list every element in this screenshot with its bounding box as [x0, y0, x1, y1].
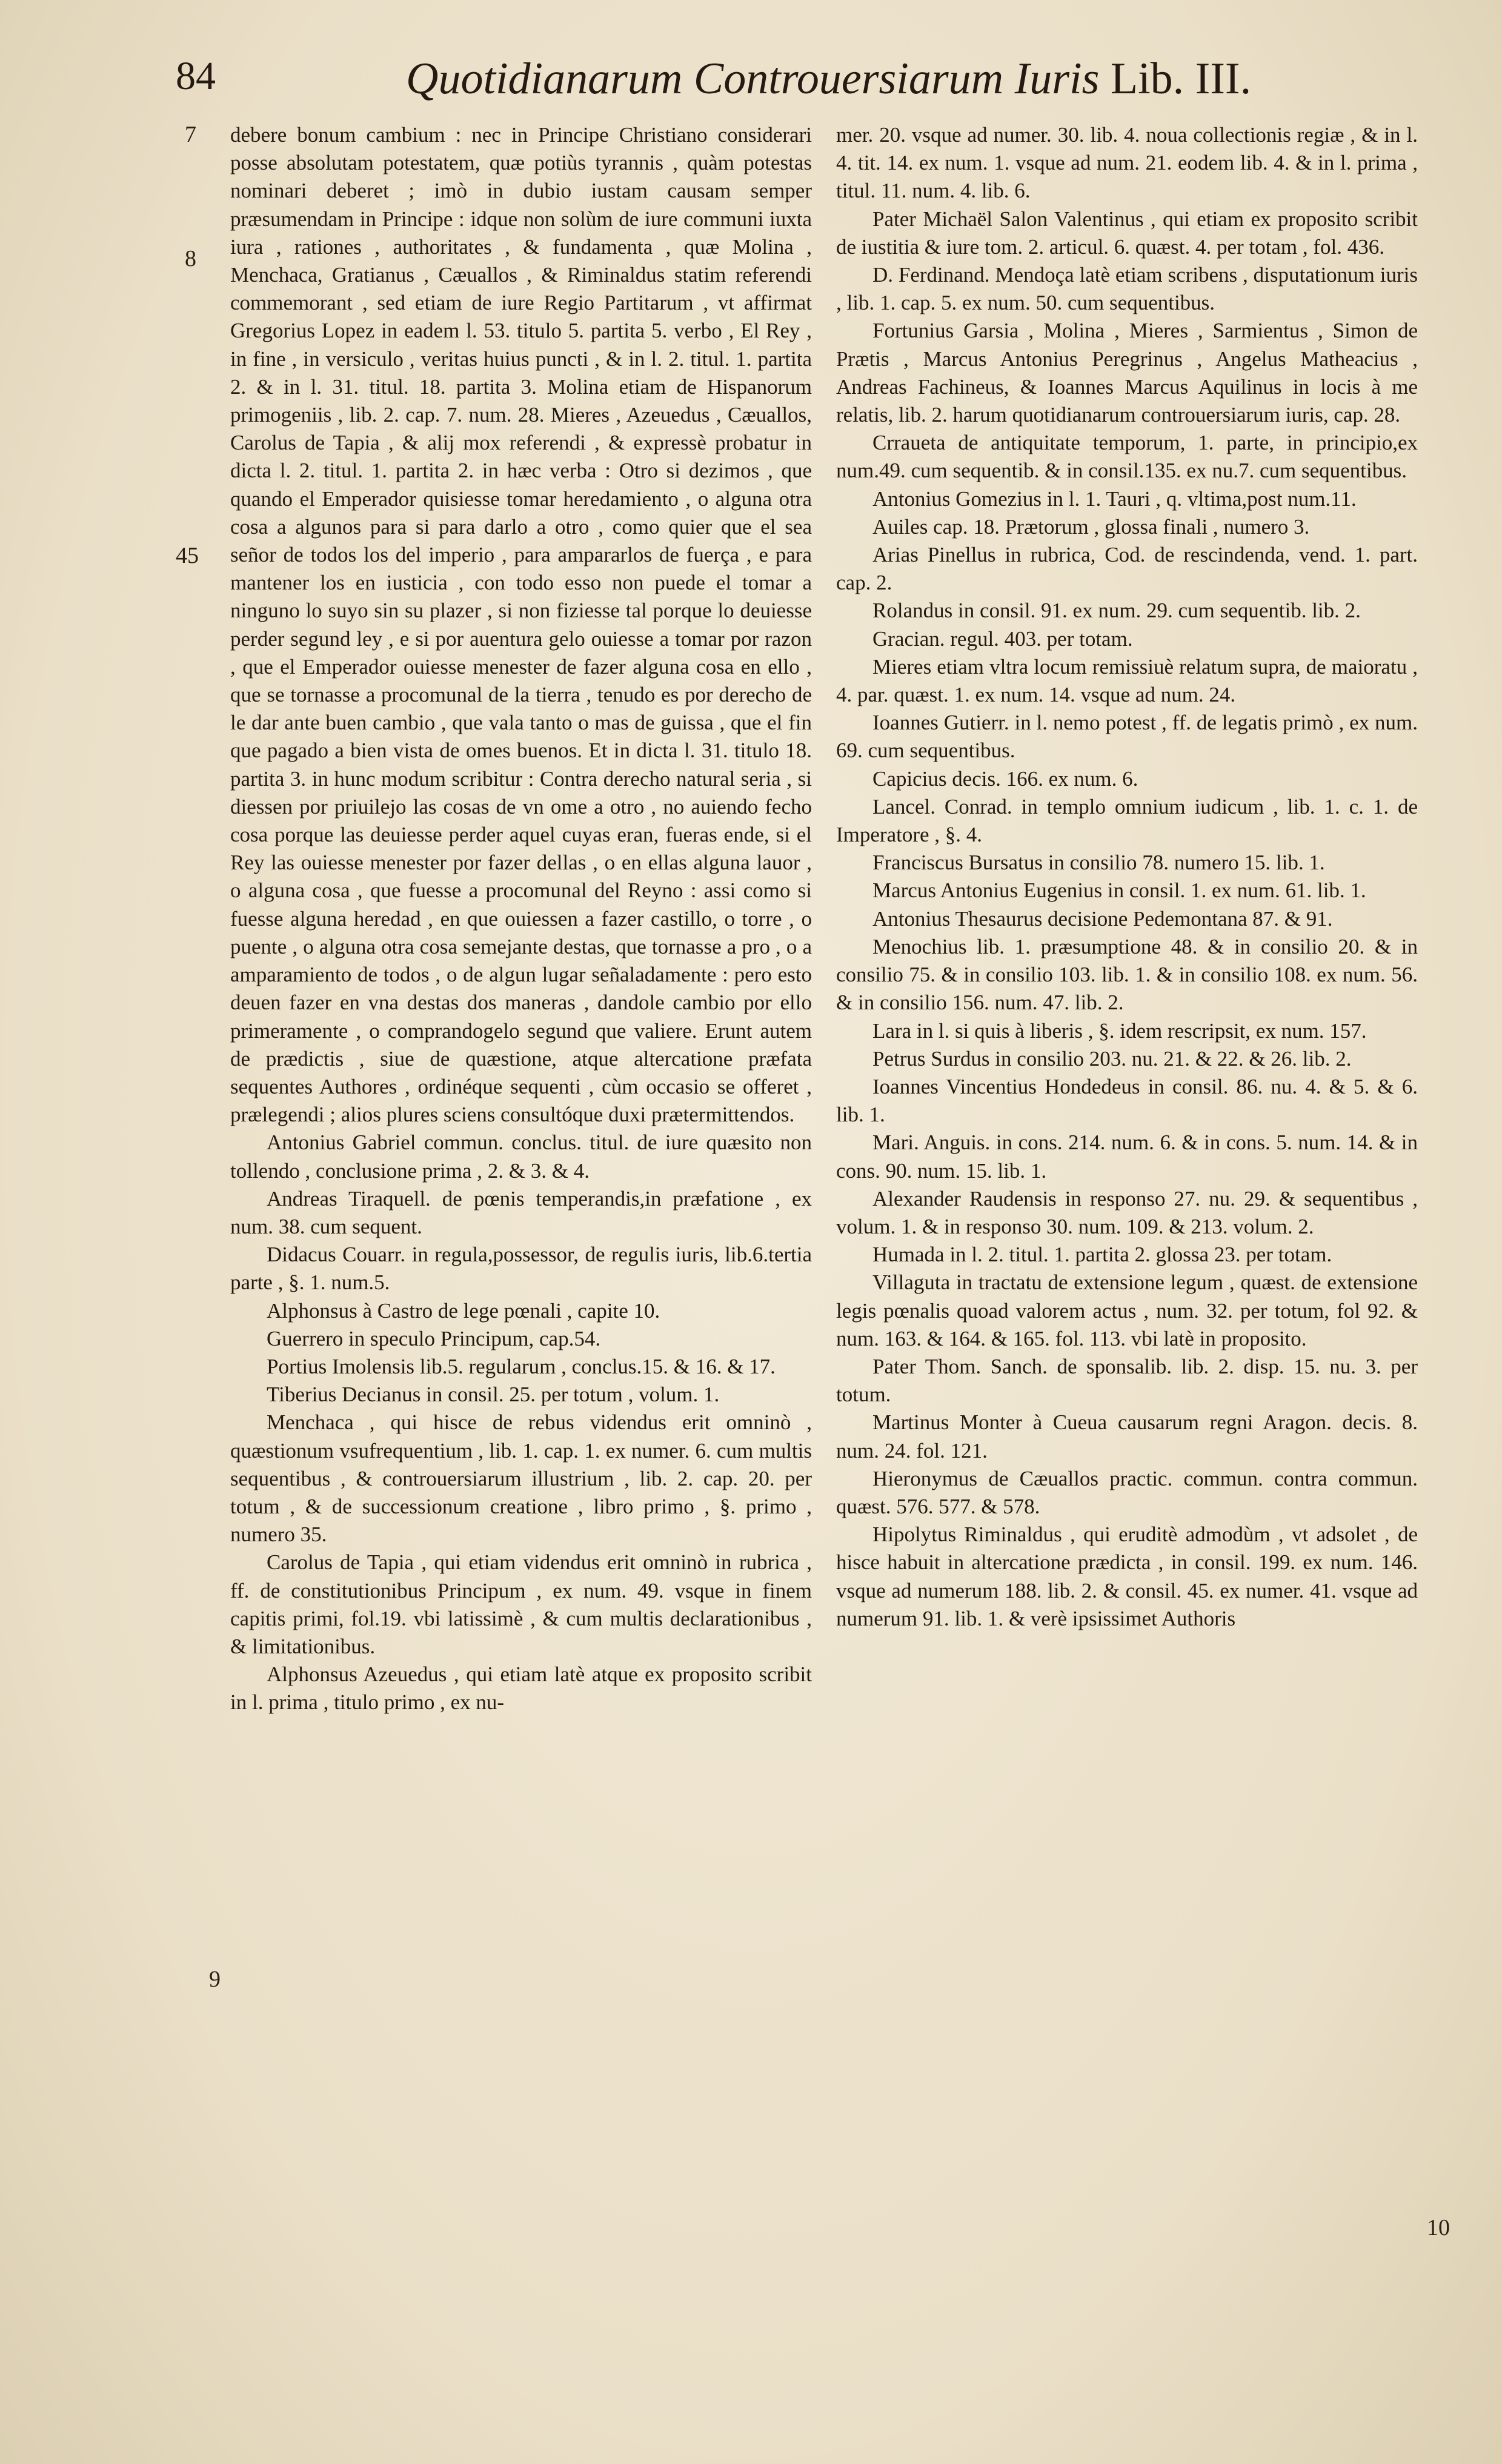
citation-entry: Mieres etiam vltra locum remissiuè relatum supra, de maioratu , 4. par. quæst. 1. ex num. 14. vsque ad num. 24. — [836, 654, 1418, 707]
book-label: Lib. III. — [1110, 54, 1252, 104]
citation-entry: Mari. Anguis. in cons. 214. num. 6. & in cons. 5. num. 14. & in cons. 90. num. 15. lib. 1. — [836, 1131, 1418, 1183]
citation-entry: Antonius Gomezius in l. 1. Tauri , q. vltima,post num.11. — [872, 486, 1357, 511]
page-header — [176, 53, 1260, 108]
citation-entry: Rolandus in consil. 91. ex num. 29. cum sequentib. lib. 2. — [872, 599, 1361, 623]
page-number: 84 — [176, 54, 216, 98]
citation-entry: Andreas Tiraquell. de pœnis temperandis,in præfatione , ex num. 38. cum sequent. — [230, 1186, 812, 1238]
paragraph: mer. 20. vsque ad numer. 30. lib. 4. noua collectionis regiæ , & in l. 4. tit. 14. ex num. 1. vsque ad num. 21. eodem lib. 4. & in l. prima , titul. 11. num. 4. lib. 6. — [836, 123, 1418, 203]
citation-entry: Carolus de Tapia , qui etiam videndus erit omninò in rubrica , ff. de constitutionibus Principum , ex num. 49. vsque in finem capitis primi, fol.19. vbi latissimè , & cum multis declarationibus , & limitationibus. — [230, 1550, 812, 1658]
citation-entry: D. Ferdinand. Mendoça latè etiam scribens , disputationum iuris , lib. 1. cap. 5. ex num. 50. cum sequentibus. — [836, 263, 1418, 315]
running-title — [406, 53, 1251, 105]
citation-entry: Guerrero in speculo Principum, cap.54. — [267, 1326, 601, 1350]
citation-entry: Portius Imolensis lib.5. regularum , conclus.15. & 16. & 17. — [267, 1354, 776, 1378]
citation-entry: Hipolytus Riminaldus , qui eruditè admodùm , vt adsolet , de hisce habuit in altercatione prædicta , in consil. 199. ex num. 146. vsque ad numerum 188. lib. 2. & consil. 45. ex numer. 41. vsque ad numerum 91. lib. 1. & verè ipsissimet Authoris — [836, 1523, 1418, 1630]
citation-entry: Gracian. regul. 403. per totam. — [872, 626, 1133, 651]
margin-number-9: 9 — [209, 1967, 221, 1992]
citation-entry: Lancel. Conrad. in templo omnium iudicum , lib. 1. c. 1. de Imperatore , §. 4. — [836, 794, 1418, 847]
citation-entry: Auiles cap. 18. Prætorum , glossa finali , numero 3. — [872, 514, 1310, 539]
left-column — [230, 121, 812, 1717]
citation-entry: Alphonsus à Castro de lege pœnali , capite 10. — [267, 1298, 660, 1323]
citation-entry: Ioannes Gutierr. in l. nemo potest , ff. de legatis primò , ex num. 69. cum sequentibus. — [836, 711, 1418, 763]
citation-entry: Hieronymus de Cæuallos practic. commun. contra commun. quæst. 576. 577. & 578. — [836, 1466, 1418, 1518]
running-title-text: Quotidianarum Controuersiarum Iuris — [406, 54, 1100, 104]
margin-number-45: 45 — [176, 543, 199, 568]
citation-entry: Capicius decis. 166. ex num. 6. — [872, 766, 1138, 791]
margin-number-10: 10 — [1427, 2215, 1450, 2240]
citation-entry: Alexander Raudensis in responso 27. nu. 29. & sequentibus , volum. 1. & in responso 30. num. 109. & 213. volum. 2. — [836, 1186, 1418, 1238]
citation-entry: Tiberius Decianus in consil. 25. per totum , volum. 1. — [267, 1383, 720, 1407]
citation-entry: Lara in l. si quis à liberis , §. idem rescripsit, ex num. 157. — [872, 1018, 1367, 1043]
citation-entry: Menochius lib. 1. præsumptione 48. & in consilio 20. & in consilio 75. & in consilio 103. lib. 1. & in consilio 108. ex num. 56. & in consilio 156. num. 47. lib. 2. — [836, 934, 1418, 1015]
citation-entry: Villaguta in tractatu de extensione legum , quæst. de extensione legis pœnalis quoad valorem actus , num. 32. per totum, fol 92. & num. 163. & 164. & 165. fol. 113. vbi latè in proposito. — [836, 1270, 1418, 1350]
citation-entry: Pater Michaël Salon Valentinus , qui etiam ex proposito scribit de iustitia & iure tom. 2. articul. 6. quæst. 4. per totam , fol. 436. — [836, 207, 1418, 259]
citation-entry: Ioannes Vincentius Hondedeus in consil. 86. nu. 4. & 5. & 6. lib. 1. — [836, 1074, 1418, 1127]
citation-entry: Fortunius Garsia , Molina , Mieres , Sarmientus , Simon de Prætis , Marcus Antonius Peregrinus , Angelus Matheacius , Andreas Fachineus, & Ioannes Marcus Aquilinus in locis à me relatis, lib. 2. harum quotidianarum controuersiarum iuris, cap. 28. — [836, 319, 1418, 427]
citation-entry: Martinus Monter à Cueua causarum regni Aragon. decis. 8. num. 24. fol. 121. — [836, 1410, 1418, 1463]
citation-entry: Crraueta de antiquitate temporum, 1. parte, in principio,ex num.49. cum sequentib. & in consil.135. ex nu.7. cum sequentibus. — [836, 431, 1418, 483]
right-column — [836, 121, 1418, 1633]
citation-entry: Petrus Surdus in consilio 203. nu. 21. & 22. & 26. lib. 2. — [872, 1046, 1352, 1071]
citation-entry: Antonius Gabriel commun. conclus. titul. de iure quæsito non tollendo , conclusione prima , 2. & 3. & 4. — [230, 1131, 812, 1183]
citation-entry: Menchaca , qui hisce de rebus videndus erit omninò , quæstionum vsufrequentium , lib. 1. cap. 1. ex numer. 6. cum multis sequentibus , & controuersiarum illustrium , lib. 2. cap. 20. per totum , & de successionum creatione , libro primo , §. primo , numero 35. — [230, 1410, 812, 1547]
citation-entry: Alphonsus Azeuedus , qui etiam latè atque ex proposito scribit in l. prima , titulo primo , ex nu- — [230, 1662, 812, 1715]
margin-number-7: 7 — [185, 122, 196, 147]
citation-entry: Didacus Couarr. in regula,possessor, de regulis iuris, lib.6.tertia parte , §. 1. num.5. — [230, 1243, 812, 1295]
margin-number-8: 8 — [185, 246, 196, 271]
paragraph: debere bonum cambium : nec in Principe Christiano considerari posse absolutam potestatem, quæ potiùs tyrannis , quàm potestas nominari deberet ; imò in dubio iustam causam semper præsumendam in Principe : idque non solùm de iure communi iuxta iura , rationes , authoritates , & fundamenta , quæ Molina , Menchaca, Gratianus , Cæuallos , & Riminaldus statim referendi commemorant , sed etiam de iure Regio Partitarum , vt affirmat Gregorius Lopez in eadem l. 53. titulo 5. partita 5. verbo , El Rey , in fine , in versiculo , veritas huius puncti , & in l. 2. titul. 1. partita 2. & in l. 31. titul. 18. partita 3. Molina etiam de Hispanorum primogeniis , lib. 2. cap. 7. num. 28. Mieres , Azeuedus , Cæuallos, Carolus de Tapia , & alij mox referendi , & expressè probatur in dicta l. 2. titul. 1. partita 2. in hæc verba : Otro si dezimos , que quando el Emperador quisiesse tomar heredamiento , o alguna otra cosa a algunos para si para darlo a otro , como quier que el sea señor de todos los del imperio , para ampararlos de fuerça , e para mantener los en iusticia , con todo esso non puede el tomar a ninguno lo suyo sin su plazer , si non fiziesse tal porque lo deuiesse perder segund ley , e si por auentura gelo ouiesse a tomar por razon , que el Emperador ouiesse menester de fazer alguna cosa en ello , que se tornasse a procomunal de la tierra , tenudo es por derecho de le dar ante buen cambio , que vala tanto o mas de guissa , que el fin que pagado a bien vista de omes buenos. Et in dicta l. 31. titulo 18. partita 3. in hunc modum scribitur : Contra derecho natural seria , si diessen por priuilejo las cosas de vn ome a otro , no auiendo fecho cosa porque las deuiesse perder aquel cuyas eran, fueras ende, si el Rey las ouiesse menester por fazer dellas , o en ellas alguna lauor , o alguna cosa , que fuesse a procomunal del Reyno : assi como si fuesse alguna heredad , en que ouiessen a fazer castillo, o torre , o puente , o alguna otra cosa semejante destas, que tornasse a pro , o a amparamiento de todos , o de algun lugar señaladamente : pero esto deuen fazer en vna destas dos maneras , dandole cambio por ello primeramente , o comprandogelo segund que valiere. Erunt autem de prædictis , siue de quæstione, atque altercatione præfata sequentes Authores , ordinéque sequenti , cùm occasio se offeret , prælegendi ; alios plures sciens consultóque duxi prætermittendos. — [230, 123, 812, 1127]
citation-entry: Franciscus Bursatus in consilio 78. numero 15. lib. 1. — [872, 851, 1325, 875]
citation-entry: Pater Thom. Sanch. de sponsalib. lib. 2. disp. 15. nu. 3. per totum. — [836, 1354, 1418, 1407]
citation-entry: Marcus Antonius Eugenius in consil. 1. ex num. 61. lib. 1. — [872, 878, 1366, 903]
citation-entry: Antonius Thesaurus decisione Pedemontana 87. & 91. — [872, 906, 1333, 931]
citation-entry: Humada in l. 2. titul. 1. partita 2. glossa 23. per totam. — [872, 1243, 1332, 1267]
citation-entry: Arias Pinellus in rubrica, Cod. de rescindenda, vend. 1. part. cap. 2. — [836, 543, 1418, 595]
